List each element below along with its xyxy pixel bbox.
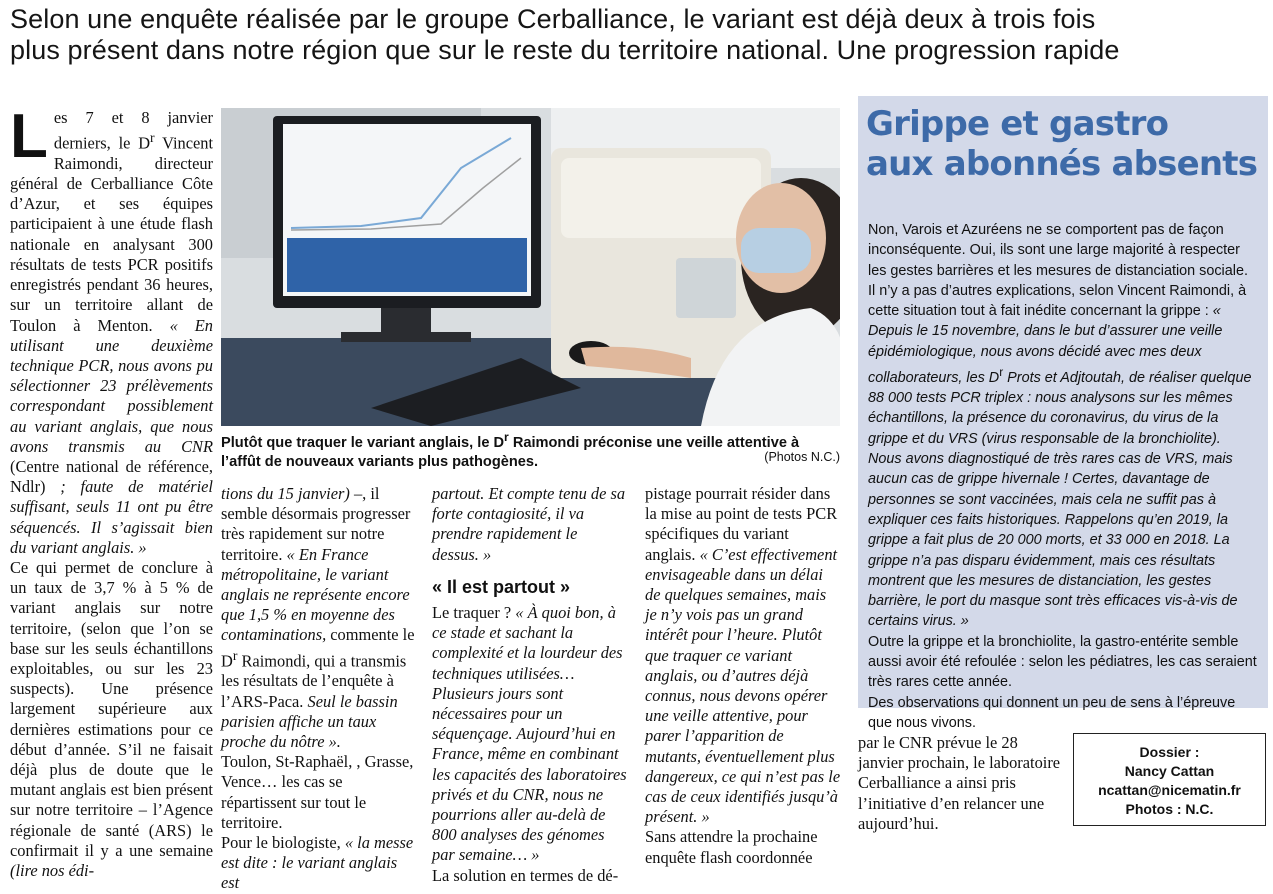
quote: « Depuis le 15 novembre, dans le but d’assurer une veille épidémiologique, nous avons décidé avec mes deux collaborateurs, les D xyxy=(868,303,1223,386)
text-run: –, il semble désormais progresser très rapidement sur notre territoire. xyxy=(221,484,411,564)
quote: tions du 15 janvier) xyxy=(221,484,350,503)
dropcap: L xyxy=(10,102,48,171)
quote: partout. Et compte tenu de sa forte contagiosité, il va prendre rapidement le dessus. » xyxy=(432,484,626,564)
subheading: « Il est partout » xyxy=(432,576,571,597)
headline xyxy=(10,4,1265,66)
text-run: commente le D xyxy=(221,625,415,671)
text-run: Vincent Raimondi, directeur général de Cerballiance Côte d’Azur, et ses équipes participaient à une étude flash nationale en analysant 300 résultats de tests PCR positifs enregistrés pendant 36 heures, sur un territoire allant de Toulon à Menton. xyxy=(10,133,213,335)
quote: « En France métropolitaine, le variant anglais ne représente encore que 1,5 % en moyenne des contaminations, xyxy=(221,544,410,645)
lab-photo-illustration xyxy=(221,108,840,426)
caption-text: Raimondi préconise une veille attentive à l’affût de nouveaux variants plus pathogènes. xyxy=(221,434,800,470)
text-run: Pour le biologiste, xyxy=(221,832,345,852)
headline-line-2: plus présent dans notre région que sur le reste du territoire national. Une progression rapide xyxy=(10,35,1120,65)
sidebar-text xyxy=(868,220,1258,733)
sidebar-title-line-2: aux abonnés absents xyxy=(866,144,1258,184)
sidebar-title-line-1: Grippe et gastro xyxy=(866,104,1169,144)
superscript: r xyxy=(504,430,509,444)
text-run: Ce qui permet de conclure à un taux de 3,7 % à 5 % de variant anglais sur notre territoire, (selon que l’on se base sur les seuls échantillons exploitables, ou sur les 23 suspects). Une présence largement supérieure aux dernières estimations pour ce début d’année. S’il ne faisait déjà plus de doute que le mutant anglais est bien présent sur notre territoire – l’Agence régionale de santé (ARS) le confirmait il y a une semaine xyxy=(10,557,213,860)
text-run: Raimondi, qui a transmis les résultats de l’enquête à l’ARS-Paca. xyxy=(221,651,407,711)
photo-credit: (Photos N.C.) xyxy=(764,450,840,464)
article-paragraph: Toulon, St-Raphaël, , Grasse, Vence… les cas se répartissent sur tout le territoire. xyxy=(221,752,414,832)
superscript: r xyxy=(232,647,238,663)
text-run: Non, Varois et Azuréens ne se comportent pas de façon inconséquente. Oui, ils sont une large majorité à respecter les gestes barrières et les mesures de distanciation sociale. Il n’y a pas d’autres explications, selon Vincent Raimondi, à cette situation tout à fait inédite concernant la grippe : xyxy=(868,222,1248,320)
article-paragraph: Sans attendre la prochaine enquête flash coordonnée xyxy=(645,827,818,867)
article-column-1 xyxy=(10,102,213,881)
article-column-2 xyxy=(221,484,415,894)
quote: ; faute de matériel suffisant, seuls 11 ont pu être séquencés. Il s’agissait bien du variant anglais. » xyxy=(10,477,213,557)
quote: (lire nos édi- xyxy=(10,860,95,880)
article-paragraph: La solution en termes de dé- xyxy=(432,865,619,885)
headline-line-1: Selon une enquête réalisée par le groupe Cerballiance, le variant est déjà deux à trois fois xyxy=(10,4,1096,34)
article-paragraph xyxy=(432,484,627,565)
text-run: pistage pourrait résider dans la mise au point de tests PCR spécifiques du variant anglais. xyxy=(645,484,838,564)
credits-email: ncattan@nicematin.fr xyxy=(1098,782,1241,798)
text-run: es 7 et 8 janvier derniers, le D xyxy=(53,108,213,153)
quote: Prots et Adjtoutah, de réaliser quelque 88 000 tests PCR triplex : nous analysons sur les mêmes échantillons, la présence du coronavirus, du virus de la grippe et du VRS (virus responsable de la bronchiolite). Nous avons diagnostiqué de très rares cas de VRS, mais aucun cas de grippe hivernale ! Certes, davantage de personnes se sont vaccinées, mais cela ne suffit pas à expliquer ces faits historiques. Rappelons qu’en 2019, la grippe a fait plus de 20 000 morts, et 33 000 en 2018. La grippe n’a pas disparu évidemment, mais ces résultats montrent que les mesures de distanciation, les gestes barrière, le port du masque sont très efficaces vis-à-vis de certains virus. » xyxy=(868,369,1252,630)
credits-author: Nancy Cattan xyxy=(1124,763,1215,779)
sidebar-paragraph xyxy=(868,220,1258,632)
credits-photos: Photos : N.C. xyxy=(1125,801,1214,817)
superscript: r xyxy=(150,130,155,146)
article-paragraph xyxy=(221,484,415,752)
sidebar-box xyxy=(858,96,1268,731)
quote: « la messe est dite : le variant anglais est xyxy=(221,832,414,893)
text-run: (Centre national de référence, Ndlr) xyxy=(10,456,213,497)
lab-photo xyxy=(221,108,840,426)
quote: « En utilisant une deuxième technique PCR, nous avons pu sélectionner 23 prélèvements correspondant possiblement au variant anglais, que nous avons transmis au CNR xyxy=(10,315,213,456)
quote: « C’est effectivement envisageable dans un délai de quelques semaines, mais je n’y vois pas un grand intérêt pour l’heure. Plutôt que traquer ce variant anglais, ou d’autres déjà connus, nous devons opérer une veille attentive, pour parer l’apparition de mutants, éventuellement plus dangereux, ce qui n’est pas le cas de ceux identifiés jusqu’à présent. » xyxy=(645,544,841,827)
credits-label: Dossier : xyxy=(1139,744,1200,760)
quote: « À quoi bon, à ce stade et sachant la complexité et la lourdeur des techniques utilisées… Plusieurs jours sont nécessaires pour un séquençage. Aujourd’hui en France, même en combinant les capacités des laboratoires privés et du CNR, nous ne pourrions aller au-delà de 800 analyses des génomes par semaine… » xyxy=(432,603,627,865)
photo-caption xyxy=(221,428,840,472)
sidebar-paragraph: Des observations qui donnent un peu de sens à l’épreuve que nous vivons. xyxy=(868,694,1236,731)
caption-text: Plutôt que traquer le variant anglais, le D xyxy=(221,434,505,451)
text-run: Le traquer ? xyxy=(432,603,516,623)
article-column-5 xyxy=(858,733,1063,834)
article-paragraph xyxy=(10,558,213,881)
credits-box xyxy=(1073,733,1266,826)
article-column-3 xyxy=(432,484,627,886)
sidebar-title xyxy=(866,104,1257,184)
article-paragraph xyxy=(432,603,627,866)
article-column-4 xyxy=(645,484,841,868)
quote: Seul le bassin parisien affiche un taux proche du nôtre ». xyxy=(221,691,398,751)
article-paragraph: par le CNR prévue le 28 janvier prochain, le laboratoire Cerballiance a ainsi pris l’initiative d’en relancer une aujourd’hui. xyxy=(858,733,1061,833)
article-paragraph xyxy=(10,102,213,558)
article-paragraph xyxy=(645,484,841,827)
sidebar-paragraph: Outre la grippe et la bronchiolite, la gastro-entérite semble aussi avoir été refoulée : selon les pédiatres, les cas seraient très rares cette année. xyxy=(868,633,1257,691)
article-paragraph xyxy=(221,833,415,894)
superscript: r xyxy=(999,365,1004,380)
